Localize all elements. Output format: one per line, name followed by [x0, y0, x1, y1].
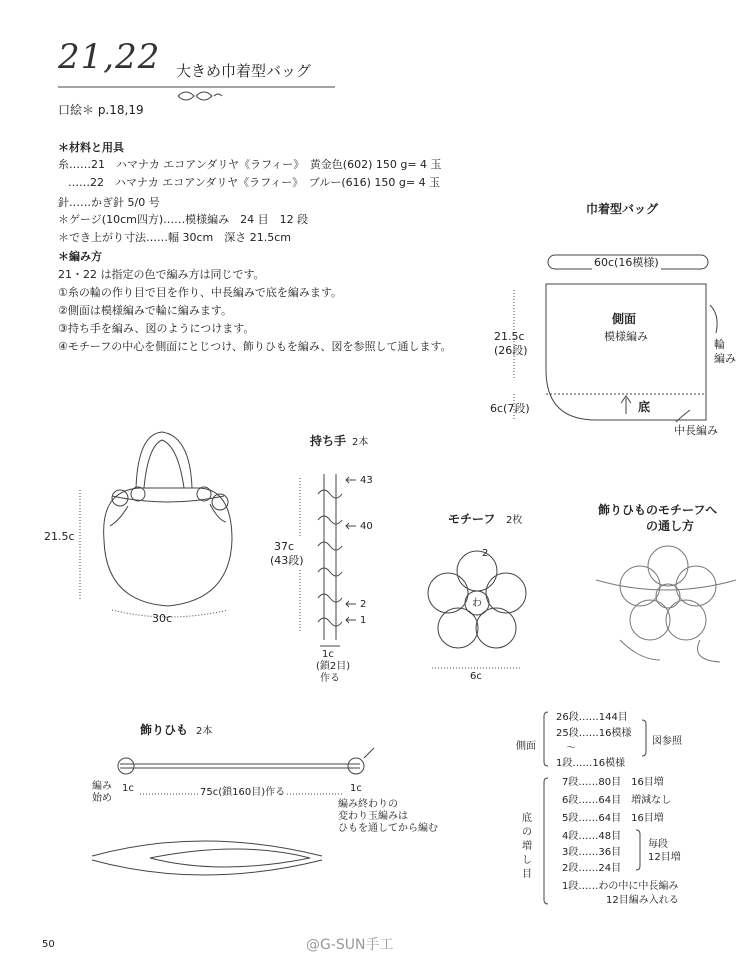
- handle-rows: (43段): [270, 554, 304, 567]
- gauge-line: ＊ゲージ(10cm四方)……模様編み 24 目 12 段: [58, 213, 309, 226]
- bag-bottom-label: 底: [638, 400, 651, 414]
- cord-end-arrow: [364, 748, 374, 758]
- side-bracket-left: [544, 712, 548, 766]
- handle-base-chain: (鎖2目): [316, 661, 351, 672]
- handle-title: 持ち手: [310, 434, 347, 448]
- cord-ball-left-icon: [118, 758, 134, 774]
- rows-bottom-4: 4段……48目: [562, 831, 622, 842]
- illus-width-label: 30c: [152, 612, 173, 625]
- illus-height-label: 21.5c: [44, 530, 75, 543]
- rows-bottom-label-4: 目: [522, 869, 532, 880]
- cord-left-size: 1c: [122, 783, 134, 794]
- size-line: ＊でき上がり寸法……幅 30cm 深さ 21.5cm: [58, 231, 292, 244]
- handle-row-1: 1: [360, 615, 367, 626]
- rows-bottom-label-3: し: [522, 855, 532, 866]
- bag-ring-label: 輪: [714, 338, 725, 351]
- method-step-1: ①糸の輪の作り目で目を作り、中長編みで底を編みます。: [58, 286, 342, 299]
- rows-side-ref: 図参照: [652, 736, 682, 747]
- thread-motif-title-1: 飾りひものモチーフへ: [598, 503, 718, 517]
- motif-title: モチーフ: [448, 512, 496, 526]
- ornament-icon: [178, 92, 222, 100]
- illus-handle-left: [144, 440, 184, 488]
- illus-bag-rim: [112, 496, 224, 502]
- motif-size: 6c: [470, 671, 482, 682]
- cord-chain: [120, 764, 360, 768]
- rows-bottom-1: 1段……わの中に中長編み: [562, 881, 679, 892]
- yarn-line-1: 糸……21 ハマナカ エコアンダリヤ《ラフィー》 黄金色(602) 150 g= 4 玉: [58, 158, 442, 171]
- bag-bottom-height: 6c(7段): [490, 402, 530, 415]
- handle-row-2: 2: [360, 599, 367, 610]
- method-heading: ＊編み方: [58, 250, 102, 263]
- ring-arrow: [710, 305, 717, 333]
- bag-diagram-title: 巾着型バッグ: [586, 202, 659, 216]
- rows-bottom-2: 2段……24目: [562, 863, 622, 874]
- handle-row-40: 40: [360, 521, 373, 532]
- side-bracket-right: [642, 720, 646, 756]
- motif-row-num: 2: [482, 548, 489, 559]
- page-title: 大きめ巾着型バッグ: [176, 62, 312, 80]
- bag-side-pattern: 模様編み: [604, 330, 648, 343]
- rows-side-tilde: 〜: [566, 743, 576, 754]
- bag-width-label: 60c(16模様): [594, 256, 659, 269]
- bottom-bracket-right: [636, 830, 640, 870]
- rows-side-label: 側面: [516, 741, 536, 752]
- cord-loop-outer: [92, 841, 322, 875]
- bag-height-label: 21.5c: [494, 330, 525, 343]
- rows-every-row: 毎段: [648, 839, 668, 850]
- motif-center: わ: [472, 598, 482, 609]
- rows-bottom-label-1: の: [522, 827, 532, 838]
- rows-bottom-label-2: 増: [522, 841, 532, 852]
- rows-side-26: 26段……144目: [556, 712, 628, 723]
- rows-bottom-5: 5段……64目 16目増: [562, 813, 664, 824]
- cord-ball-right-icon: [348, 758, 364, 774]
- rows-last-note: 12目編み入れる: [606, 895, 679, 906]
- handle-row-arrows: [346, 477, 356, 623]
- bag-ring-label-2: 編み: [714, 352, 736, 365]
- method-step-4: ④モチーフの中心を側面にとじつけ、飾りひもを編み、図を参照して通します。: [58, 340, 452, 353]
- page-number: 50: [42, 939, 55, 950]
- cord-note-2: 変わり玉編みは: [338, 811, 408, 822]
- rows-bottom-3: 3段……36目: [562, 847, 622, 858]
- method-step-3: ③持ち手を編み、図のようにつけます。: [58, 322, 255, 335]
- bottom-bracket-left: [544, 778, 548, 904]
- bag-bottom-stitch: 中長編み: [674, 424, 718, 437]
- cord-count: 2本: [196, 726, 213, 737]
- handle-count: 2本: [352, 437, 369, 448]
- thread-motif-icon: [596, 546, 736, 662]
- illus-cords: [110, 504, 226, 526]
- handle-base-make: 作る: [320, 673, 340, 684]
- rows-side-25: 25段……16模様: [556, 728, 632, 739]
- yarn-line-2: ……22 ハマナカ エコアンダリヤ《ラフィー》 ブルー(616) 150 g= 4 玉: [68, 176, 441, 189]
- materials-heading: ＊材料と用具: [58, 141, 124, 154]
- page-subtitle: 口絵＊ p.18,19: [58, 103, 144, 117]
- cord-loop-inner: [150, 849, 310, 867]
- rows-every-inc: 12目増: [648, 852, 681, 863]
- method-step-2: ②側面は模様編みで輪に編みます。: [58, 304, 232, 317]
- rows-bottom-6: 6段……64目 増減なし: [562, 795, 672, 806]
- rows-side-1: 1段……16模様: [556, 758, 626, 769]
- cord-start-2: 始め: [92, 793, 112, 804]
- pattern-number: 21,22: [58, 37, 161, 77]
- cord-title: 飾りひも: [140, 723, 189, 737]
- cord-note-1: 編み終わりの: [338, 799, 398, 810]
- bag-height-rows: (26段): [494, 344, 528, 357]
- rows-bottom-label-0: 底: [522, 813, 532, 824]
- needle-line: 針……かぎ針 5/0 号: [58, 196, 160, 209]
- cord-right-size: 1c: [350, 783, 362, 794]
- thread-motif-title-2: の通し方: [646, 519, 695, 533]
- illus-flower-right-icon: [197, 487, 211, 501]
- watermark: @G-SUN手工: [306, 937, 394, 953]
- cord-note-3: ひもを通してから編む: [338, 823, 438, 834]
- method-intro: 21・22 は指定の色で編み方は同じです。: [58, 268, 265, 281]
- cord-middle-size: 75c(鎖160目)作る: [200, 787, 286, 798]
- handle-base-size: 1c: [322, 649, 334, 660]
- handle-row-43: 43: [360, 475, 373, 486]
- handle-stitch-marks: [318, 490, 342, 626]
- rows-bottom-7: 7段……80目 16目増: [562, 777, 664, 788]
- motif-count: 2枚: [506, 515, 523, 526]
- bag-side-label: 側面: [612, 312, 637, 326]
- cord-start-1: 編み: [92, 781, 112, 792]
- handle-length: 37c: [274, 540, 295, 553]
